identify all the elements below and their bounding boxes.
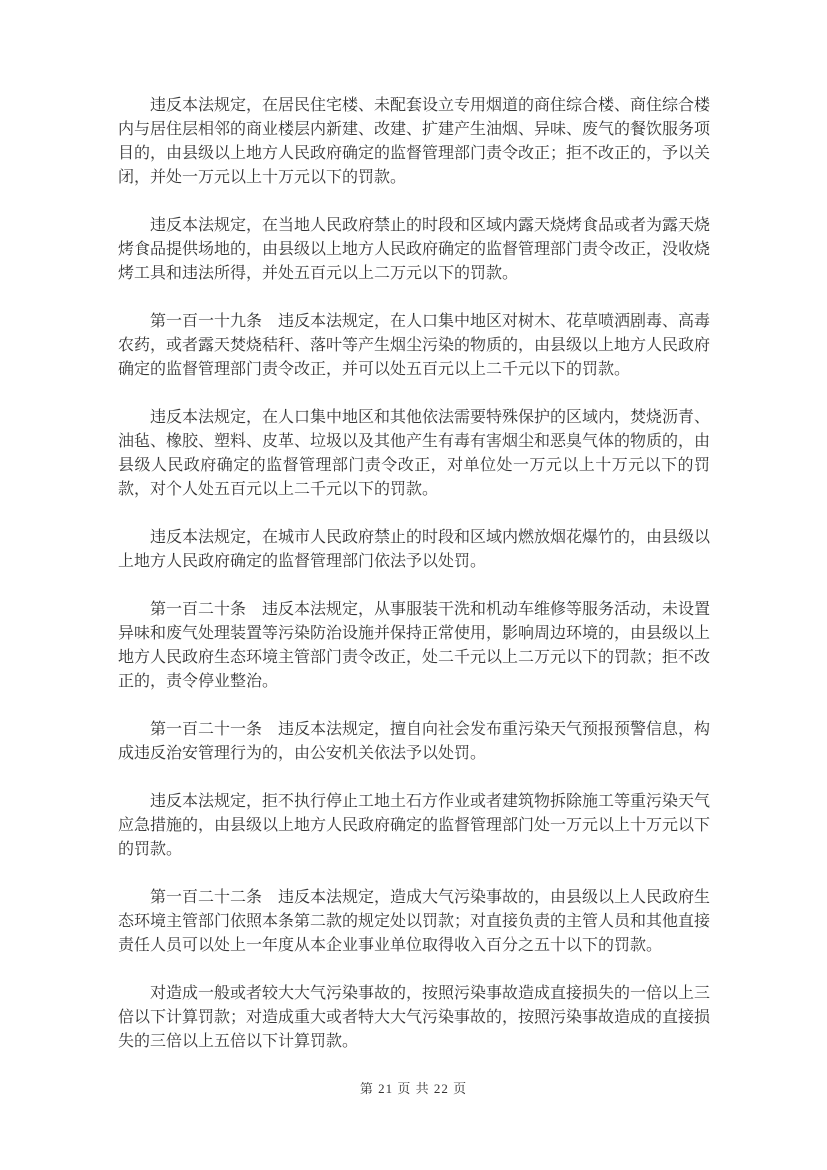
legal-paragraph: 违反本法规定，在当地人民政府禁止的时段和区域内露天烧烤食品或者为露天烧烤食品提供场地的，由县级以上地方人民政府确定的监督管理部门责令改正，没收烧烤工具和违法所得，并处五百元以上二万元以下的罚款。 (118, 217, 711, 282)
legal-paragraph: 违反本法规定，拒不执行停止工地土石方作业或者建筑物拆除施工等重污染天气应急措施的，由县级以上地方人民政府确定的监督管理部门处一万元以上十万元以下的罚款。 (118, 793, 711, 858)
legal-paragraph: 违反本法规定，在居民住宅楼、未配套设立专用烟道的商住综合楼、商住综合楼内与居住层相邻的商业楼层内新建、改建、扩建产生油烟、异味、废气的餐饮服务项目的，由县级以上地方人民政府确定的监督管理部门责令改正；拒不改正的，予以关闭，并处一万元以上十万元以下的罚款。 (118, 97, 711, 186)
legal-paragraph: 违反本法规定，在人口集中地区和其他依法需要特殊保护的区域内，焚烧沥青、油毡、橡胶、塑料、皮革、垃圾以及其他产生有毒有害烟尘和恶臭气体的物质的，由县级人民政府确定的监督管理部门责令改正，对单位处一万元以上十万元以下的罚款，对个人处五百元以上二千元以下的罚款。 (118, 409, 711, 498)
legal-paragraph-article-121: 第一百二十一条 违反本法规定，擅自向社会发布重污染天气预报预警信息，构成违反治安管理行为的，由公安机关依法予以处罚。 (118, 721, 711, 762)
page-number-footer: 第 21 页 共 22 页 (359, 1081, 468, 1096)
legal-paragraph-article-119: 第一百一十九条 违反本法规定，在人口集中地区对树木、花草喷洒剧毒、高毒农药，或者露天焚烧秸秆、落叶等产生烟尘污染的物质的，由县级以上地方人民政府确定的监督管理部门责令改正，并可以处五百元以上二千元以下的罚款。 (118, 313, 711, 378)
legal-paragraph: 违反本法规定，在城市人民政府禁止的时段和区域内燃放烟花爆竹的，由县级以上地方人民政府确定的监督管理部门依法予以处罚。 (118, 529, 711, 570)
legal-paragraph: 对造成一般或者较大大气污染事故的，按照污染事故造成直接损失的一倍以上三倍以下计算罚款；对造成重大或者特大大气污染事故的，按照污染事故造成的直接损失的三倍以上五倍以下计算罚款。 (118, 985, 711, 1050)
document-body (118, 94, 710, 1078)
legal-paragraph-article-122: 第一百二十二条 违反本法规定，造成大气污染事故的，由县级以上人民政府生态环境主管部门依照本条第二款的规定处以罚款；对直接负责的主管人员和其他直接责任人员可以处上一年度从本企业事业单位取得收入百分之五十以下的罚款。 (118, 889, 711, 954)
legal-paragraph-article-120: 第一百二十条 违反本法规定，从事服装干洗和机动车维修等服务活动，未设置异味和废气处理装置等污染防治设施并保持正常使用，影响周边环境的，由县级以上地方人民政府生态环境主管部门责令改正，处二千元以上二万元以下的罚款；拒不改正的，责令停业整治。 (118, 601, 711, 690)
